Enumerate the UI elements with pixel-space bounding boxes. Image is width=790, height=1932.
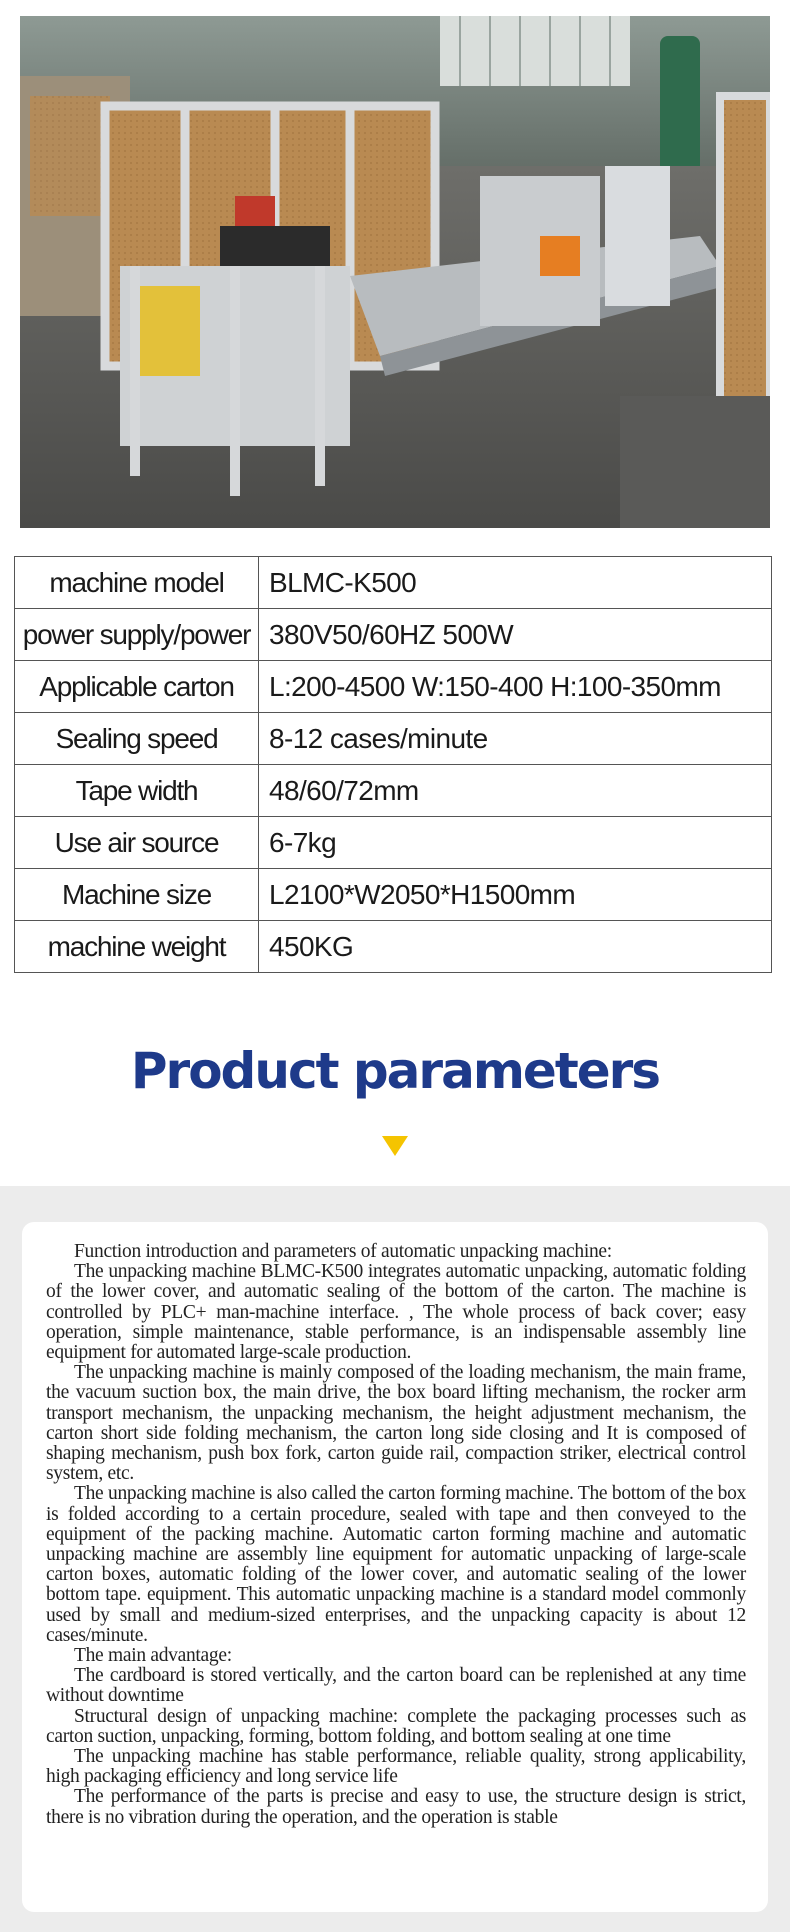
spec-value: L:200-4500 W:150-400 H:100-350mm bbox=[259, 661, 772, 713]
table-row bbox=[15, 557, 772, 609]
description-paragraph: The unpacking machine is mainly composed of the loading mechanism, the main frame, the vacuum suction box, the main drive, the box board lifting mechanism, the rocker arm transport mechanism, the unpacking mechanism, the height adjustment mechanism, the carton short side folding mechanism, the carton long side closing and It is composed of shaping mechanism, push box fork, carton guide rail, compaction striker, electrical control system, etc. bbox=[46, 1362, 746, 1485]
spec-label: power supply/power bbox=[15, 609, 259, 661]
spec-label: Applicable carton bbox=[15, 661, 259, 713]
description-paragraph: The unpacking machine BLMC-K500 integrates automatic unpacking, automatic folding of the lower cover, and automatic sealing of the bottom of the carton. The machine is controlled by PLC+ man-machine interface. , The whole process of back cover; easy operation, simple maintenance, stable performance, is an indispensable assembly line equipment for automated large-scale production. bbox=[46, 1261, 746, 1364]
spec-value: 8-12 cases/minute bbox=[259, 713, 772, 765]
spec-label: machine model bbox=[15, 557, 259, 609]
triangle-down-icon bbox=[382, 1136, 408, 1156]
spec-label: Sealing speed bbox=[15, 713, 259, 765]
table-row bbox=[15, 713, 772, 765]
spec-label: Use air source bbox=[15, 817, 259, 869]
specifications-table bbox=[14, 556, 772, 973]
description-paragraph: The unpacking machine has stable performance, reliable quality, strong applicability, high packaging efficiency and long service life bbox=[46, 1746, 746, 1788]
description-paragraph: Function introduction and parameters of automatic unpacking machine: bbox=[74, 1241, 612, 1262]
table-row bbox=[15, 661, 772, 713]
table-row bbox=[15, 869, 772, 921]
table-row bbox=[15, 817, 772, 869]
spec-label: Machine size bbox=[15, 869, 259, 921]
product-photo bbox=[20, 16, 770, 528]
description-paragraph: Structural design of unpacking machine: complete the packaging processes such as carton suction, unpacking, forming, bottom folding, and bottom sealing at one time bbox=[46, 1705, 746, 1747]
description-card bbox=[22, 1222, 768, 1912]
table-row bbox=[15, 609, 772, 661]
spec-value: BLMC-K500 bbox=[259, 557, 772, 609]
description-paragraph: The main advantage: bbox=[74, 1645, 232, 1667]
description-text bbox=[46, 1242, 746, 1828]
spec-value: 6-7kg bbox=[259, 817, 772, 869]
section-title: Product parameters bbox=[130, 1042, 660, 1100]
spec-label: Tape width bbox=[15, 765, 259, 817]
description-paragraph: The cardboard is stored vertically, and the carton board can be replenished at any time without downtime bbox=[46, 1665, 746, 1707]
description-paragraph: The performance of the parts is precise and easy to use, the structure design is strict, there is no vibration during the operation, and the operation is stable bbox=[46, 1786, 746, 1828]
spec-value: 450KG bbox=[259, 921, 772, 973]
table-row bbox=[15, 765, 772, 817]
table-row bbox=[15, 921, 772, 973]
spec-value: L2100*W2050*H1500mm bbox=[259, 869, 772, 921]
spec-value: 48/60/72mm bbox=[259, 765, 772, 817]
spec-label: machine weight bbox=[15, 921, 259, 973]
unpacking-machine-image bbox=[20, 16, 770, 528]
description-paragraph: The unpacking machine is also called the carton forming machine. The bottom of the box is folded according to a certain procedure, sealed with tape and then conveyed to the equipment of the packing machine. Automatic carton forming machine and automatic unpacking machine are assembly line equipment for automatic unpacking of large-scale carton boxes, automatic folding of the lower cover, and automatic sealing of the lower bottom tape. equipment. This automatic unpacking machine is a standard model commonly used by small and medium-sized enterprises, and the unpacking capacity is about 12 cases/minute. bbox=[46, 1483, 746, 1646]
spec-value: 380V50/60HZ 500W bbox=[259, 609, 772, 661]
